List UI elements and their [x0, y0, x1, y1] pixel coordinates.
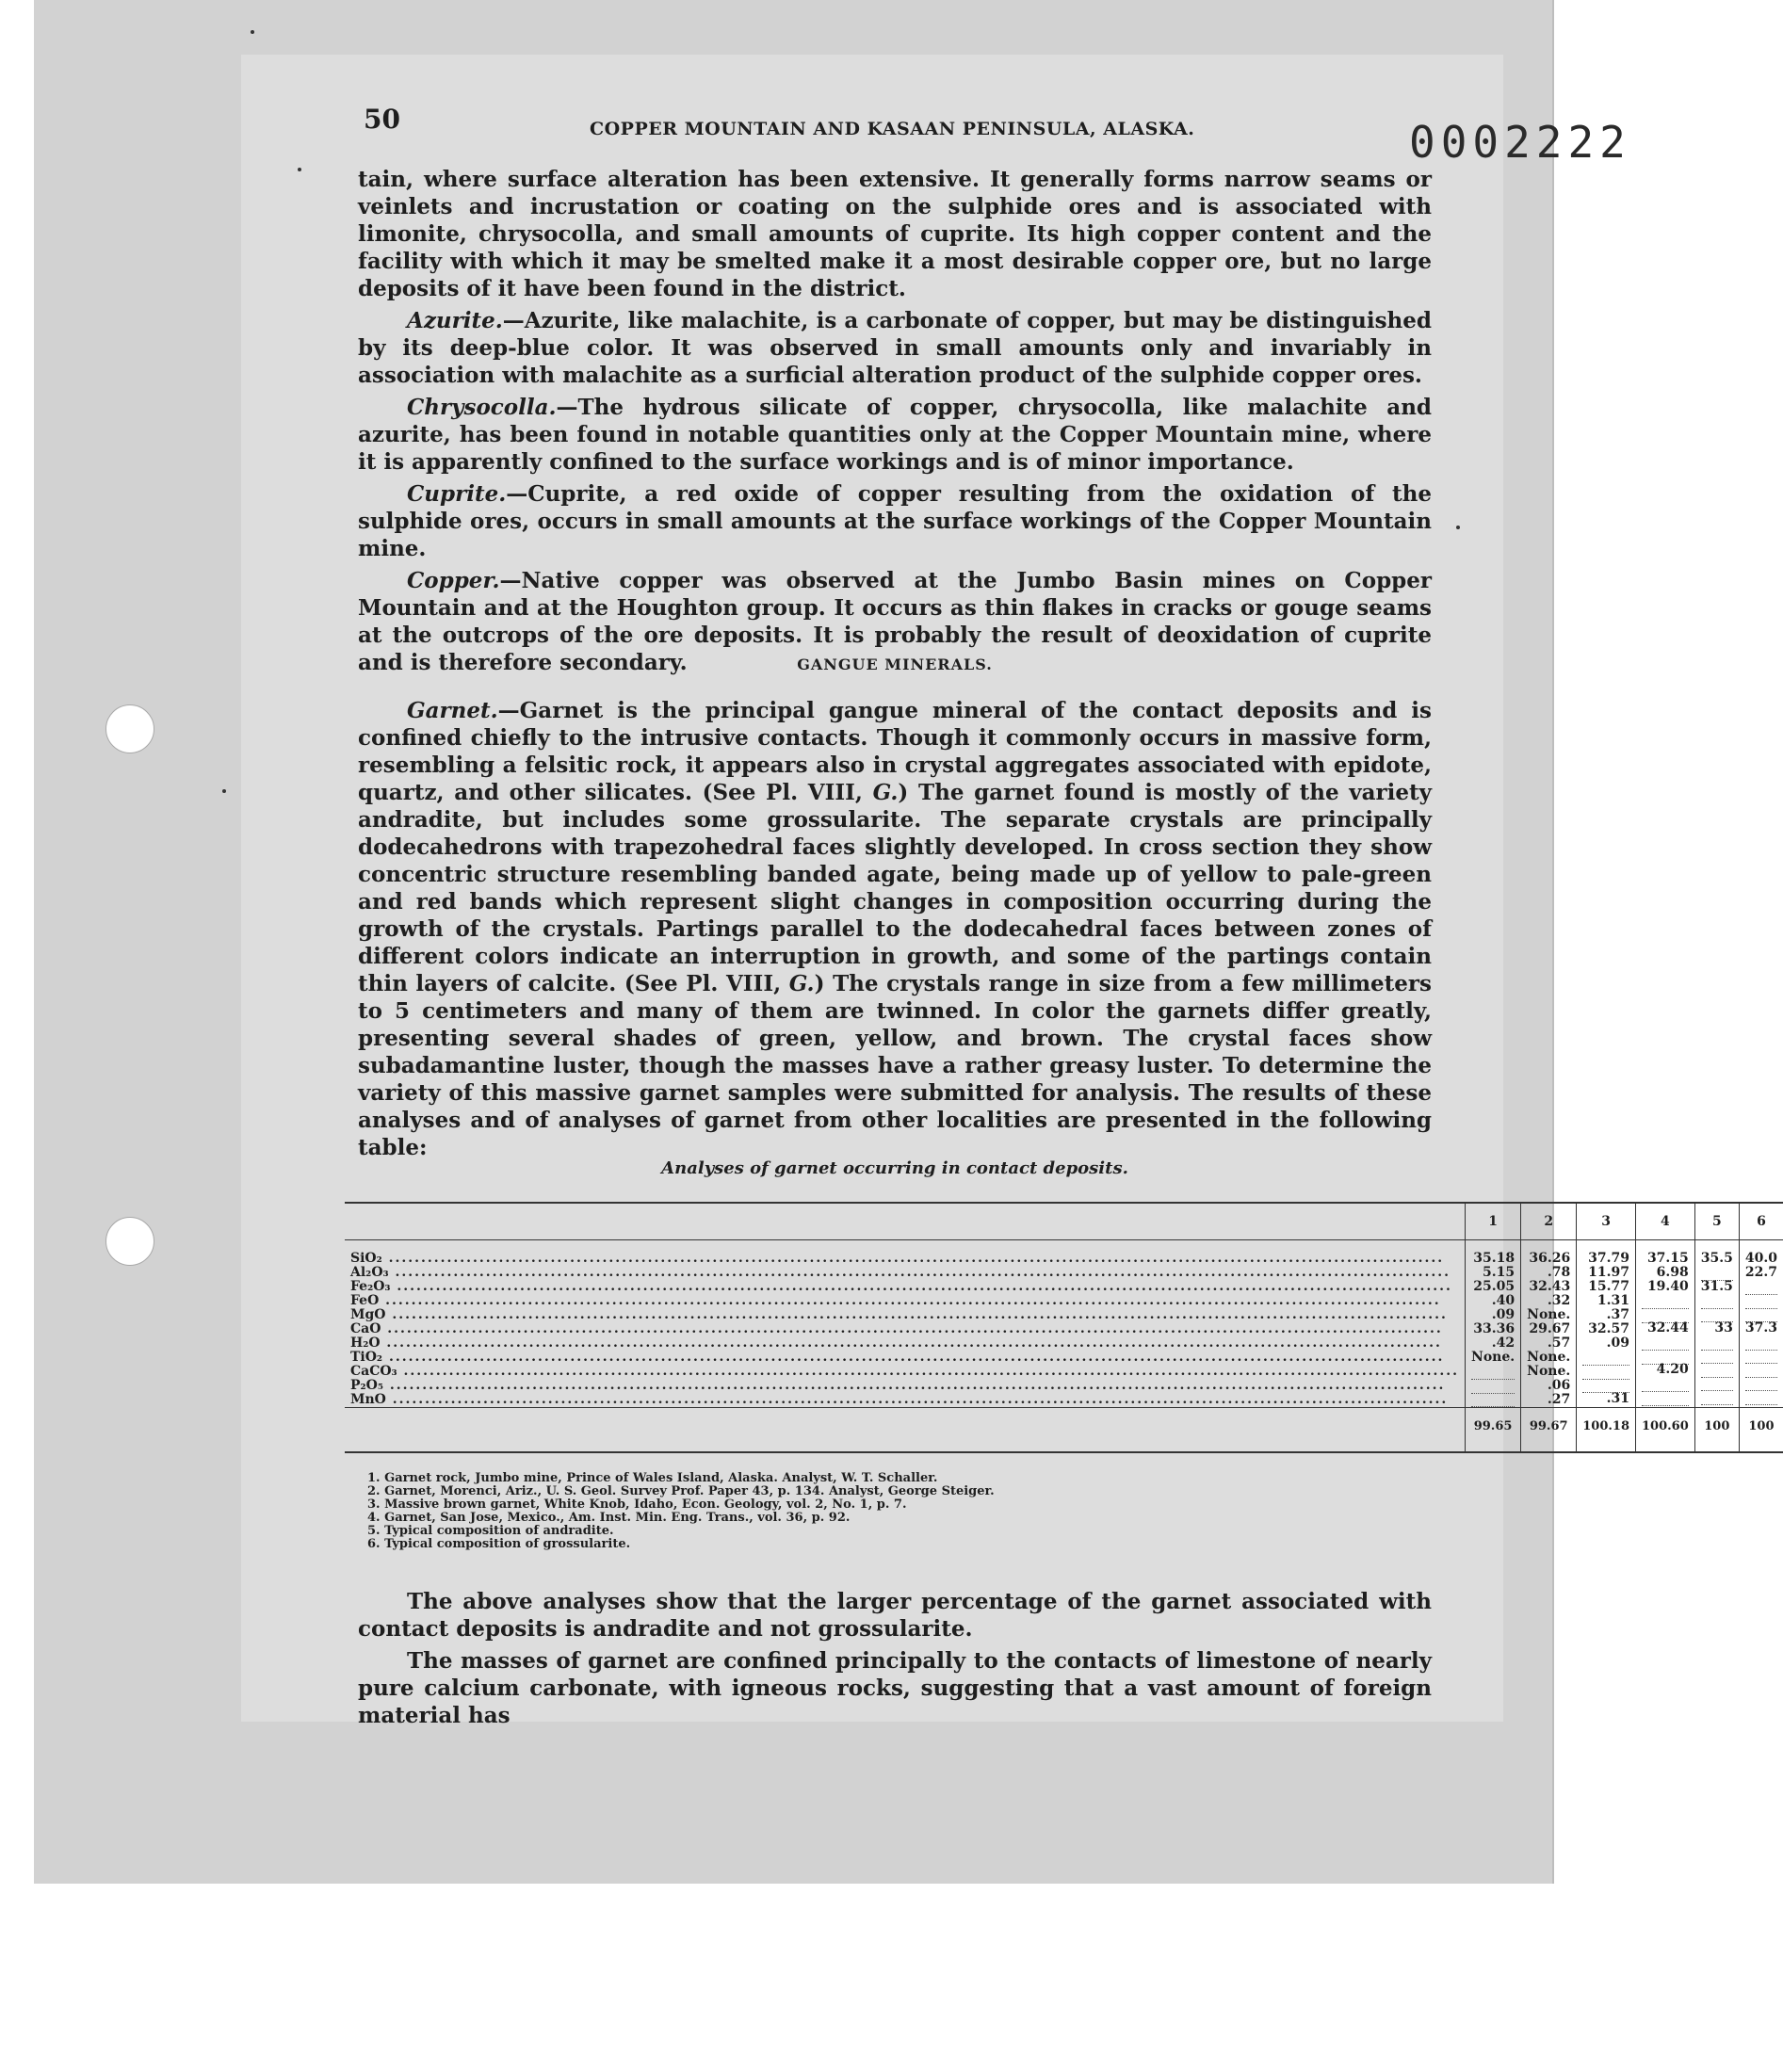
total-cell: 100.18	[1577, 1408, 1636, 1453]
column-header: 6	[1739, 1203, 1783, 1240]
row-label: CaO .....	[350, 1322, 1459, 1336]
row-label: MnO .....	[350, 1393, 1459, 1407]
table-cell: 35.18	[1473, 1251, 1516, 1266]
table-cell: 25.05	[1473, 1279, 1516, 1294]
table-cell: .37	[1606, 1307, 1630, 1322]
table-cell: 37.79	[1588, 1251, 1630, 1266]
paragraph-cuprite: Cuprite.—Cuprite, a red oxide of copper resulting from the oxidation of the sulphide ores, occurs in small amounts at the surface workings of the Copper Mountain mine.	[358, 481, 1432, 561]
text-block-top	[358, 166, 1432, 681]
total-cell: 100	[1739, 1408, 1783, 1453]
paragraph-masses: The masses of garnet are confined principally to the contacts of limestone of nearly pure calcium carbonate, with igneous rocks, suggesting that a vast amount of foreign material has	[358, 1648, 1432, 1728]
scan-speck	[222, 789, 226, 793]
table-cell: .06	[1547, 1378, 1571, 1393]
table-cell: .09	[1606, 1335, 1630, 1351]
total-cell: 99.67	[1521, 1408, 1577, 1453]
table-cell: .78	[1547, 1265, 1571, 1280]
table-column	[1577, 1240, 1636, 1408]
row-label: MgO .....	[350, 1308, 1459, 1322]
table-cell: 32.43	[1529, 1279, 1571, 1294]
document-number: 0002222	[1409, 117, 1631, 168]
paragraph-andradite: The above analyses show that the larger percentage of the garnet associated with contact deposits is andradite and not grossularite.	[358, 1589, 1432, 1642]
table-column	[1694, 1240, 1739, 1408]
table-notes	[367, 1472, 1215, 1551]
table-cell: 37.15	[1646, 1251, 1689, 1266]
row-labels	[345, 1240, 1466, 1408]
table-note: 2. Garnet, Morenci, Ariz., U. S. Geol. Survey Prof. Paper 43, p. 134. Analyst, George Steiger.	[367, 1484, 995, 1498]
table-cell: 37.3	[1744, 1319, 1777, 1335]
table-note: 3. Massive brown garnet, White Knob, Idaho, Econ. Geology, vol. 2, No. 1, p. 7.	[367, 1497, 907, 1512]
column-header: 2	[1521, 1203, 1577, 1240]
table-cell: 29.67	[1529, 1321, 1571, 1336]
table-cell	[1701, 1390, 1733, 1405]
table-cell	[1471, 1392, 1515, 1407]
total-cell: 100	[1694, 1408, 1739, 1453]
row-label: SiO₂ .....	[350, 1252, 1459, 1266]
section-heading: GANGUE MINERALS.	[797, 656, 993, 673]
table-note: 1. Garnet rock, Jumbo mine, Prince of Wales Island, Alaska. Analyst, W. T. Schaller.	[367, 1471, 938, 1485]
table-note: 6. Typical composition of grossularite.	[367, 1537, 631, 1551]
row-label: TiO₂ .....	[350, 1351, 1459, 1365]
table-cell: 33.36	[1473, 1321, 1516, 1336]
table-note: 5. Typical composition of andradite.	[367, 1524, 614, 1538]
table-cell: 31.5	[1700, 1278, 1733, 1294]
table-cell: None.	[1527, 1350, 1571, 1365]
table-caption: Analyses of garnet occurring in contact deposits.	[661, 1158, 1128, 1178]
table-column	[1466, 1240, 1521, 1408]
column-header: 5	[1694, 1203, 1739, 1240]
table-cell: 11.97	[1588, 1265, 1630, 1280]
table-cell	[1745, 1390, 1777, 1405]
table-cell: 32.57	[1588, 1321, 1630, 1336]
scan-speck	[251, 30, 254, 34]
row-label: FeO .....	[350, 1294, 1459, 1308]
scan-speck	[298, 168, 301, 171]
row-label: Fe₂O₃ .....	[350, 1280, 1459, 1294]
table-column	[1739, 1240, 1783, 1408]
table-cell: 35.5	[1700, 1251, 1733, 1266]
text-block-garnet	[358, 697, 1432, 1166]
table-cell: None.	[1527, 1364, 1571, 1379]
table-cell: 22.7	[1744, 1265, 1777, 1280]
table-cell: 4.20	[1656, 1362, 1689, 1377]
total-cell: 100.60	[1636, 1408, 1695, 1453]
column-header: 3	[1577, 1203, 1636, 1240]
table-cell: 1.31	[1597, 1293, 1630, 1308]
text-block-bottom	[358, 1588, 1432, 1734]
row-label: H₂O .....	[350, 1336, 1459, 1351]
table-cell: None.	[1527, 1307, 1571, 1322]
row-label: Al₂O₃ .....	[350, 1266, 1459, 1280]
table-cell	[1642, 1391, 1689, 1406]
table-cell: 19.40	[1646, 1279, 1689, 1294]
table-cell: .40	[1491, 1293, 1516, 1308]
row-label: CaCO₃ .....	[350, 1365, 1459, 1379]
analysis-table	[345, 1202, 1783, 1453]
scan-speck	[1456, 526, 1460, 529]
table-cell: 5.15	[1483, 1265, 1516, 1280]
table-cell: None.	[1471, 1350, 1516, 1365]
table-cell: 6.98	[1656, 1265, 1689, 1280]
table-cell: .09	[1491, 1307, 1516, 1322]
table-cell: 15.77	[1588, 1279, 1630, 1294]
page-number: 50	[364, 104, 400, 135]
table-cell: 36.26	[1529, 1251, 1571, 1266]
table-cell: .57	[1547, 1335, 1571, 1351]
column-header: 1	[1466, 1203, 1521, 1240]
table-header-blank	[345, 1203, 1466, 1240]
table-cell: .42	[1491, 1335, 1516, 1351]
paragraph-malachite: tain, where surface alteration has been extensive. It generally forms narrow seams or veinlets and incrustation or coating on the sulphide ores and is associated with limonite, chrysocolla, and small amounts of cuprite. Its high copper content and the facility with which it may be smelted make it a most desirable copper ore, but no large deposits of it have been found in the district.	[358, 167, 1432, 301]
table-note: 4. Garnet, San Jose, Mexico., Am. Inst. Min. Eng. Trans., vol. 36, p. 92.	[367, 1511, 851, 1525]
table-cell: .32	[1547, 1293, 1571, 1308]
paragraph-garnet: Garnet.—Garnet is the principal gangue mineral of the contact deposits and is confined chiefly to the intrusive contacts. Though it commonly occurs in massive form, resembling a felsitic rock, it appears also in crystal aggregates associated with epidote, quartz, and other silicates. (See Pl. VIII, G.) The garnet found is mostly of the variety andradite, but includes some grossularite. The separate crystals are principally dodecahedrons with trapezohedral faces slightly developed. In cross section they show concentric structure resembling banded agate, being made up of yellow to pale-green and red bands which represent slight changes in composition occurring during the growth of the crystals. Partings parallel to the dodecahedral faces between zones of different colors indicate an interruption in growth, and some of the partings contain thin layers of calcite. (See Pl. VIII, G.) The crystals range in size from a few millimeters to 5 centimeters and many of them are twinned. In color the garnets differ greatly, presenting several shades of green, yellow, and brown. The crystal faces show subadamantine luster, though the masses have a rather greasy luster. To determine the variety of this massive garnet samples were submitted for analysis. The results of these analyses and of analyses of garnet from other localities are presented in the following table:	[358, 698, 1432, 1160]
table-cell: .27	[1547, 1392, 1571, 1407]
row-label: P₂O₅ .....	[350, 1379, 1459, 1393]
table-cell: .31	[1606, 1390, 1630, 1406]
table-cell: 32.44	[1646, 1320, 1689, 1335]
totals-label-cell	[345, 1408, 1466, 1453]
punch-hole	[105, 1217, 154, 1266]
punch-hole	[105, 704, 154, 753]
column-header: 4	[1636, 1203, 1695, 1240]
table-cell: 33	[1714, 1319, 1733, 1335]
document-page	[241, 55, 1777, 1728]
table-cell: 40.0	[1744, 1251, 1777, 1266]
paragraph-chrysocolla: Chrysocolla.—The hydrous silicate of copper, chrysocolla, like malachite and azurite, has been found in notable quantities only at the Copper Mountain mine, where it is apparently confined to the surface workings and is of minor importance.	[358, 395, 1432, 475]
paragraph-copper: Copper.—Native copper was observed at the Jumbo Basin mines on Copper Mountain and at the Houghton group. It occurs as thin flakes in cracks or gouge seams at the outcrops of the ore deposits. It is probably the result of deoxidation of cuprite and is therefore secondary.	[358, 568, 1432, 675]
table-column	[1521, 1240, 1577, 1408]
table-column	[1636, 1240, 1695, 1408]
table-body-row	[345, 1240, 1783, 1408]
total-cell: 99.65	[1466, 1408, 1521, 1453]
running-head: COPPER MOUNTAIN AND KASAAN PENINSULA, ALASKA.	[590, 119, 1195, 139]
paragraph-azurite: Azurite.—Azurite, like malachite, is a carbonate of copper, but may be distinguished by its deep-blue color. It was observed in small amounts only and invariably in association with malachite as a surficial alteration product of the sulphide copper ores.	[358, 308, 1432, 388]
table-header-row	[345, 1203, 1783, 1240]
totals-row	[345, 1408, 1783, 1453]
